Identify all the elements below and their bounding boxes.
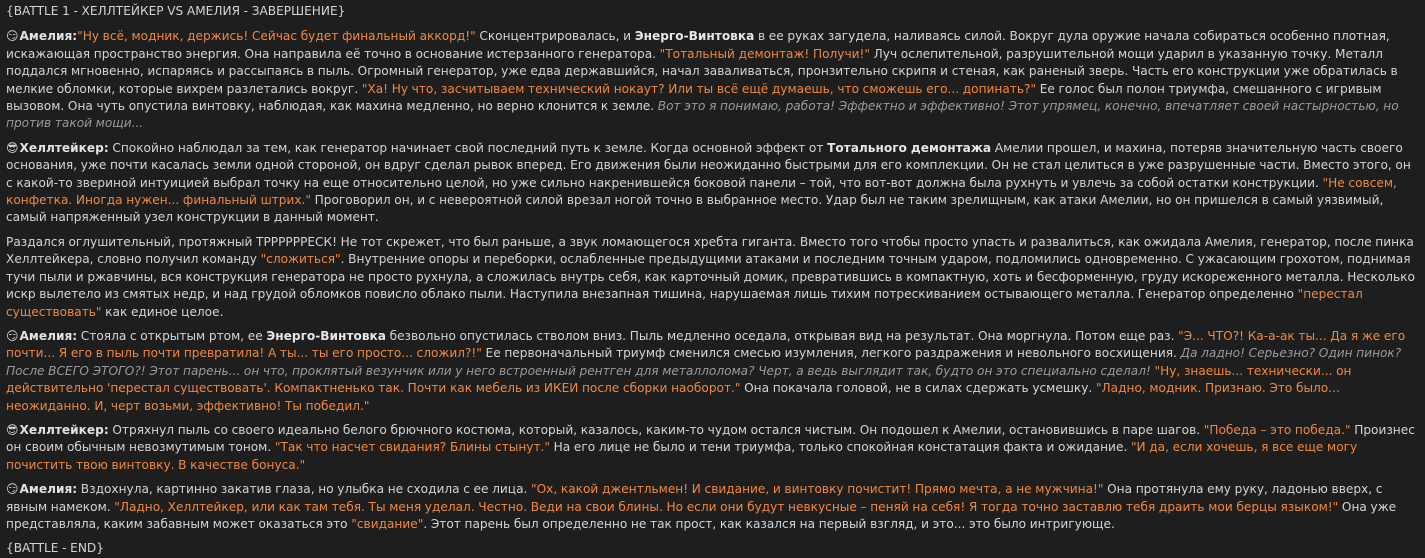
narration-text: Проговорил он, и с невероятной силой врезал ногой точно в выбранное место. Удар был не таким зрелищным, как атаки Амелии, но он пришелся в самый уязвимый, самый напряженный узел конструкции в данный момент. bbox=[6, 193, 1384, 225]
message-paragraph bbox=[6, 28, 1419, 132]
narration-text: Она покачала головой, не в силах сдержать усмешку. bbox=[740, 381, 1096, 396]
quoted-speech: "свидание" bbox=[351, 516, 424, 531]
narration-text: безвольно опустилась стволом вниз. Пыль медленно оседала, открывая вид на результат. Она моргнула. Потом еще раз. bbox=[385, 328, 1179, 343]
narration-text: На его лице не было и тени триумфа, только спокойная констатация факта и ожидание. bbox=[550, 440, 1131, 455]
narration-text: Вздохнула, картинно закатив глаза, но улыбка не сходила с ее лица. bbox=[77, 482, 532, 497]
speaker-name: Амелия: bbox=[19, 328, 78, 343]
smirk-emoji-icon: 😏 bbox=[6, 29, 19, 44]
message-list bbox=[6, 28, 1419, 533]
quoted-speech: "Ну всё, модник, держись! Сейчас будет финальный аккорд!" bbox=[77, 29, 476, 44]
speaker-name: Амелия: bbox=[19, 29, 78, 44]
message-paragraph bbox=[6, 328, 1419, 415]
smirk-emoji-icon: 😏 bbox=[6, 328, 19, 343]
quoted-speech: "Тотальный демонтаж! Получи!" bbox=[659, 46, 870, 61]
narration-text: Амелии прошел, и махина, потеряв значительную часть своего основания, уже почти касалась земли одной стороной, он вдруг сделал рывок вперед. Его движения были неожиданно быстрыми для его комплекции. Он не стал целиться в уже разрушенные части. Вместо этого, он с какой-то звериной интуицией выбрал точку на еще относительно целой, но уже сильно накренившейся боковой панели – той, что вот-вот должна была рухнуть и увлечь за собой остатки конструкции. bbox=[6, 140, 1411, 190]
narration-text: Произнес он своим обычным невозмутимым тоном. bbox=[6, 422, 1415, 455]
sunglasses-emoji-icon: 😎 bbox=[6, 422, 19, 437]
narration-text: как единое целое. bbox=[101, 304, 224, 319]
narration-text: Ее первоначальный триумф сменился смесью изумления, легкого раздражения и невольного восхищения. bbox=[481, 346, 1181, 361]
narration-text: Луч ослепительной, разрушительной мощи ударил в указанную точку. Металл поддался мгновенно, испаряясь и рассыпаясь в пыль. Огромный генератор, уже едва державшийся, начал заваливаться, пронзительно скрипя и стеная, как раненый зверь. Часть его конструкции уже обратилась в мелкие обломки, которые вихрем разлетались вокруг. bbox=[6, 46, 1398, 96]
narration-text: Раздался оглушительный, протяжный ТРРРРРРЕСК! Не тот скрежет, что был раньше, а звук ломающегося хребта гиганта. Вместо того чтобы просто упасть и развалиться, как ожидала Амелия, генератор, после пинка Хеллтейкера, словно получил команду bbox=[6, 234, 1414, 267]
quoted-speech: "Ладно, Хеллтейкер, или как там тебя. Ты меня уделал. Честно. Веди на свои блины. Но если они будут невкусные – пеняй на себя! Я тогда точно заставлю тебя драить мои берцы языком!" bbox=[114, 499, 1339, 514]
quoted-speech: "Ладно, модник. Признаю. Это было... неожиданно. И, черт возьми, эффективно! Ты победил." bbox=[6, 381, 1340, 413]
quoted-speech: "Ох, какой джентльмен! И свидание, и винтовку почистит! Прямо мечта, а не мужчина!" bbox=[531, 482, 1104, 497]
quoted-speech: "Не совсем, конфетка. Иногда нужен... финальный штрих." bbox=[6, 175, 1397, 208]
speaker-name: Амелия: bbox=[19, 482, 78, 497]
narration-text: Сконцентрировалась, и bbox=[475, 29, 635, 44]
quoted-speech: "Ха! Ну что, засчитываем технический нокаут? Или ты всё ещё думаешь, что сможешь его... допинать?" bbox=[361, 81, 1037, 96]
quoted-speech: "Э... ЧТО?! Ка-а-ак ты... Да я же его почти... Я его в пыль почти превратила! А ты... ты его просто... сложил?!" bbox=[6, 328, 1406, 361]
quoted-speech: "Ну, знаешь... технически... он действительно 'перестал существовать'. Компактненько так. Почти как мебель из ИКЕИ после сборки наоборот." bbox=[6, 363, 1352, 396]
narration-text: . Внутренние опоры и переборки, ослабленные предыдущими атаками и последним точным ударом, подломились одновременно. С ужасающим грохотом, поднимая тучи пыли и ржавчины, вся конструкция генератора не просто рухнула, а сложилась внутрь себя, как карточный домик, превратившись в компактную, хоть и бесформенную, груду искореженного металла. Несколько искр вылетело из смятых недр, и над грудой обломков повисло облако пыли. Наступила внезапная тишина, нарушаемая лишь тихим потрескиванием остывающего металла. Генератор определенно bbox=[6, 252, 1415, 302]
inner-thought: Да ладно! Серьезно? Один пинок? После ВСЕГО ЭТОГО?! Этот парень... он что, проклятый везунчик или у него встроенный рентген для металлолома? Черт, а ведь выглядит так, будто он это специально сделал! bbox=[6, 346, 1402, 378]
sunglasses-emoji-icon: 😎 bbox=[6, 140, 19, 155]
message-paragraph bbox=[6, 422, 1419, 474]
speaker-name: Хеллтейкер: bbox=[19, 422, 109, 437]
inner-thought: Вот это я понимаю, работа! Эффектно и эффективно! Этот упрямец, конечно, впечатляет своей настырностью, но против такой мощи... bbox=[6, 99, 1399, 131]
message-paragraph bbox=[6, 234, 1419, 321]
bold-term: Энерго-Винтовка bbox=[266, 328, 386, 343]
message-paragraph bbox=[6, 481, 1419, 533]
bold-term: Энерго-Винтовка bbox=[634, 29, 755, 44]
bold-term: Тотального демонтажа bbox=[827, 140, 992, 155]
narration-text: Отряхнул пыль со своего идеально белого брючного костюма, который, казалось, каким-то чудом остался чистым. Он подошел к Амелии, остановившись в паре шагов. bbox=[108, 422, 1204, 437]
quoted-speech: "Так что насчет свидания? Блины стынут." bbox=[274, 440, 550, 455]
speaker-name: Хеллтейкер: bbox=[19, 140, 109, 155]
quoted-speech: "И да, если хочешь, я все еще могу почистить твою винтовку. В качестве бонуса." bbox=[6, 440, 1358, 472]
narration-text: Стояла с открытым ртом, ее bbox=[77, 328, 267, 343]
quoted-speech: "перестал существовать" bbox=[6, 287, 1363, 319]
smirk-emoji-icon: 😏 bbox=[6, 482, 19, 497]
message-paragraph bbox=[6, 140, 1419, 227]
narration-text: Спокойно наблюдал за тем, как генератор начинает свой последний путь к земле. Когда основной эффект от bbox=[108, 140, 828, 155]
narration-text: в ее руках загудела, наливаясь силой. Вокруг дула оружие начала собираться особенно плотная, искажающая пространство энергия. Она направила её точно в основание истерзанного генератора. bbox=[6, 29, 1390, 61]
quoted-speech: "Победа – это победа." bbox=[1203, 422, 1351, 437]
narration-text: . Этот парень был определенно не так прост, как казался на первый взгляд, и это... это было интригующе. bbox=[423, 516, 1115, 531]
narration-text: Она уже представляла, каким забавным может оказаться это bbox=[6, 499, 1397, 531]
narration-text: Ее голос был полон триумфа, смешанного с игривым вызовом. Она чуть опустила винтовку, наблюдая, как махина медленно, но верно клонится к земле. bbox=[6, 81, 1382, 114]
battle-header: {BATTLE 1 - ХЕЛЛТЕЙКЕР VS АМЕЛИЯ - ЗАВЕРШЕНИЕ} bbox=[6, 4, 346, 18]
quoted-speech: "сложиться" bbox=[260, 252, 341, 267]
narration-text: Она протянула ему руку, ладонью вверх, с явным намеком. bbox=[6, 482, 1383, 514]
battle-footer: {BATTLE - END} bbox=[6, 541, 104, 556]
